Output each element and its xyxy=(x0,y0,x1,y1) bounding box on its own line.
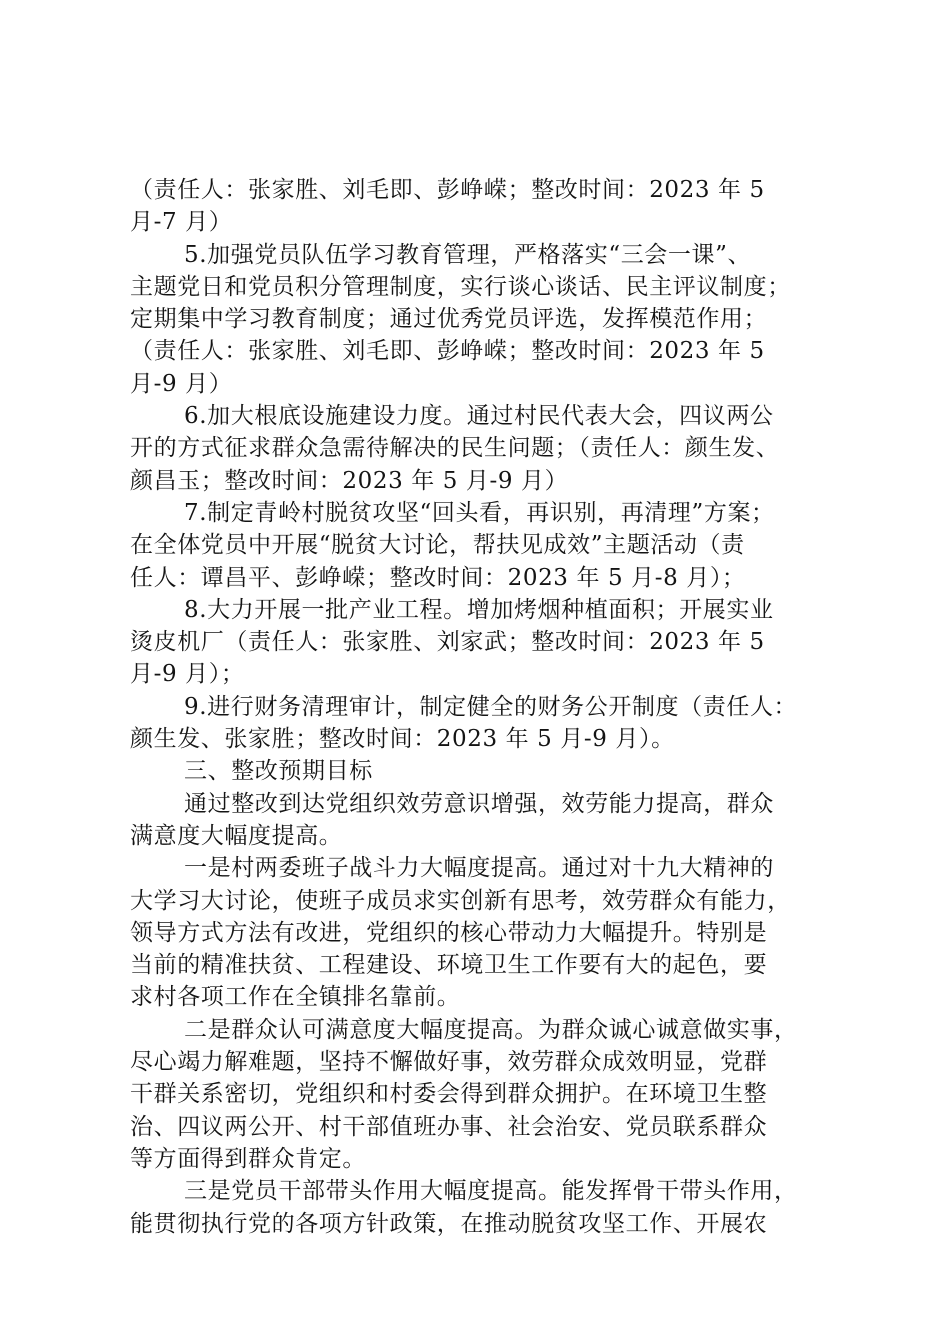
text-line: （责任人：张家胜、刘毛即、彭峥嵘；整改时间：2023 年 5 xyxy=(130,177,765,203)
text-line: （责任人：张家胜、刘毛即、彭峥嵘；整改时间：2023 年 5 xyxy=(130,338,765,365)
text-line: 月-7 月） xyxy=(130,209,233,236)
text-line: 主题党日和党员积分管理制度，实行谈心谈话、民主评议制度； xyxy=(130,273,791,300)
text-line: 月-9 月） xyxy=(130,370,233,397)
text-line: 通过整改到达党组织效劳意识增强，效劳能力提高，群众 xyxy=(184,790,774,817)
text-line: 开的方式征求群众急需待解决的民生问题；（责任人：颜生发、 xyxy=(130,435,780,462)
text-line: 颜生发、张家胜；整改时间：2023 年 5 月-9 月）。 xyxy=(130,726,675,753)
text-line: 5.加强党员队伍学习教育管理，严格落实“三会一课”、 xyxy=(184,241,752,268)
text-line: 当前的精准扶贫、工程建设、环境卫生工作要有大的起色，要 xyxy=(130,952,768,979)
text-line: 一是村两委班子战斗力大幅度提高。通过对十九大精神的 xyxy=(184,855,774,882)
text-line: 等方面得到群众肯定。 xyxy=(130,1145,366,1172)
text-line: 9.进行财务清理审计，制定健全的财务公开制度（责任人： xyxy=(184,693,798,720)
text-line: 大学习大讨论，使班子成员求实创新有思考，效劳群众有能力， xyxy=(130,887,791,914)
text-line: 三是党员干部带头作用大幅度提高。能发挥骨干带头作用， xyxy=(184,1178,798,1205)
text-line: 满意度大幅度提高。 xyxy=(130,822,343,849)
text-line: 求村各项工作在全镇排名靠前。 xyxy=(130,984,461,1011)
text-line: 定期集中学习教育制度；通过优秀党员评选，发挥模范作用； xyxy=(130,306,768,333)
text-line: 治、四议两公开、村干部值班办事、社会治安、党员联系群众 xyxy=(130,1113,768,1140)
text-line: 8.大力开展一批产业工程。增加烤烟种植面积；开展实业 xyxy=(184,596,774,623)
text-line: 能贯彻执行党的各项方针政策，在推动脱贫攻坚工作、开展农 xyxy=(130,1210,768,1237)
text-line: 任人：谭昌平、彭峥嵘；整改时间：2023 年 5 月-8 月）； xyxy=(130,564,746,591)
text-line: 尽心竭力解难题，坚持不懈做好事，效劳群众成效明显，党群 xyxy=(130,1049,768,1076)
text-line: 领导方式方法有改进，党组织的核心带动力大幅提升。特别是 xyxy=(130,919,768,946)
text-line: 7.制定青岭村脱贫攻坚“回头看，再识别，再清理”方案； xyxy=(184,499,775,526)
text-line: 6.加大根底设施建设力度。通过村民代表大会，四议两公 xyxy=(184,403,774,430)
text-line: 干群关系密切，党组织和村委会得到群众拥护。在环境卫生整 xyxy=(130,1081,768,1108)
text-line: 二是群众认可满意度大幅度提高。为群众诚心诚意做实事， xyxy=(184,1016,798,1043)
text-line: 在全体党员中开展“脱贫大讨论，帮扶见成效”主题活动（责 xyxy=(130,532,745,559)
text-line: 三、整改预期目标 xyxy=(184,758,373,785)
text-line: 烫皮机厂（责任人：张家胜、刘家武；整改时间：2023 年 5 xyxy=(130,629,765,656)
document-body xyxy=(130,174,835,1240)
text-line: 颜昌玉；整改时间：2023 年 5 月-9 月） xyxy=(130,467,569,494)
text-line: 月-9 月）； xyxy=(130,661,245,688)
